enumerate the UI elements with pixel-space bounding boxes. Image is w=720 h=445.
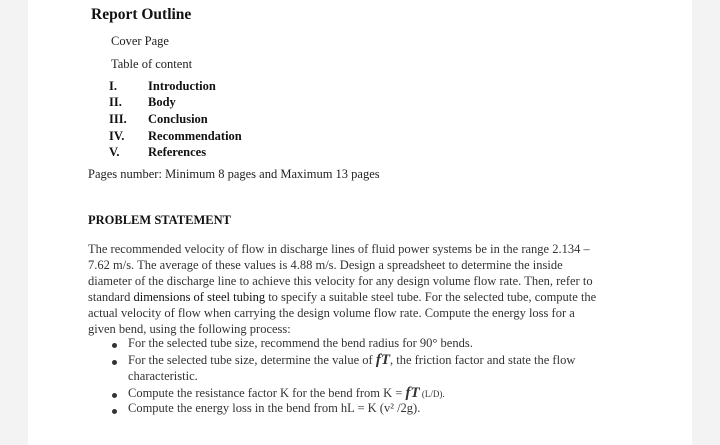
section-label: Conclusion <box>148 112 208 126</box>
bullet-item-continuation: characteristic. <box>128 369 198 383</box>
section-number: II. <box>109 95 122 109</box>
section-number: I. <box>109 79 117 93</box>
friction-factor-symbol: fT <box>375 352 390 368</box>
bullet-icon <box>112 360 117 365</box>
friction-factor-symbol: fT <box>405 385 420 401</box>
section-label: Introduction <box>148 79 216 93</box>
paragraph-line: given bend, using the following process: <box>88 322 291 336</box>
problem-statement-heading: PROBLEM STATEMENT <box>88 213 231 227</box>
section-label: Body <box>148 95 176 109</box>
section-label: References <box>148 145 207 159</box>
bullet-icon <box>112 343 117 348</box>
section-number: IV. <box>109 129 125 143</box>
paragraph-line: The recommended velocity of flow in discharge lines of fluid power systems be in the range 2.134 – <box>88 242 590 256</box>
bullet-icon <box>112 393 117 398</box>
bullet-icon <box>112 409 117 414</box>
bullet-item: Compute the resistance factor K for the bend from K = fT (L/D). <box>128 385 445 401</box>
bullet-item: Compute the energy loss in the bend from hL = K (v² /2g). <box>128 401 421 415</box>
report-outline-title: Report Outline <box>91 6 192 23</box>
paragraph-line: actual velocity of flow when carrying the design volume flow rate. Compute the energy loss for a <box>88 306 575 320</box>
pages-number-note: Pages number: Minimum 8 pages and Maximum 13 pages <box>88 167 380 181</box>
document-page <box>28 0 692 445</box>
section-number: V. <box>109 145 120 159</box>
paragraph-line: diameter of the discharge line to achieve this velocity for any design volume flow rate. Then, refer to <box>88 274 593 288</box>
steel-tubing-emphasis: dimensions of steel tubing <box>133 290 266 304</box>
bullet-item: For the selected tube size, recommend the bend radius for 90° bends. <box>128 336 473 350</box>
cover-page-item: Cover Page <box>111 34 169 48</box>
paragraph-line: 7.62 m/s. The average of these values is 4.88 m/s. Design a spreadsheet to determine the inside <box>88 258 563 272</box>
paragraph-line: standard dimensions of steel tubing to specify a suitable steel tube. For the selected tube, compute the <box>88 290 597 304</box>
problem-paragraph <box>88 241 660 337</box>
table-of-content-item: Table of content <box>111 57 193 71</box>
section-label: Recommendation <box>148 129 242 143</box>
section-number: III. <box>109 112 127 126</box>
bullet-item: For the selected tube size, determine the value of fT, the friction factor and state the flow <box>128 352 576 368</box>
